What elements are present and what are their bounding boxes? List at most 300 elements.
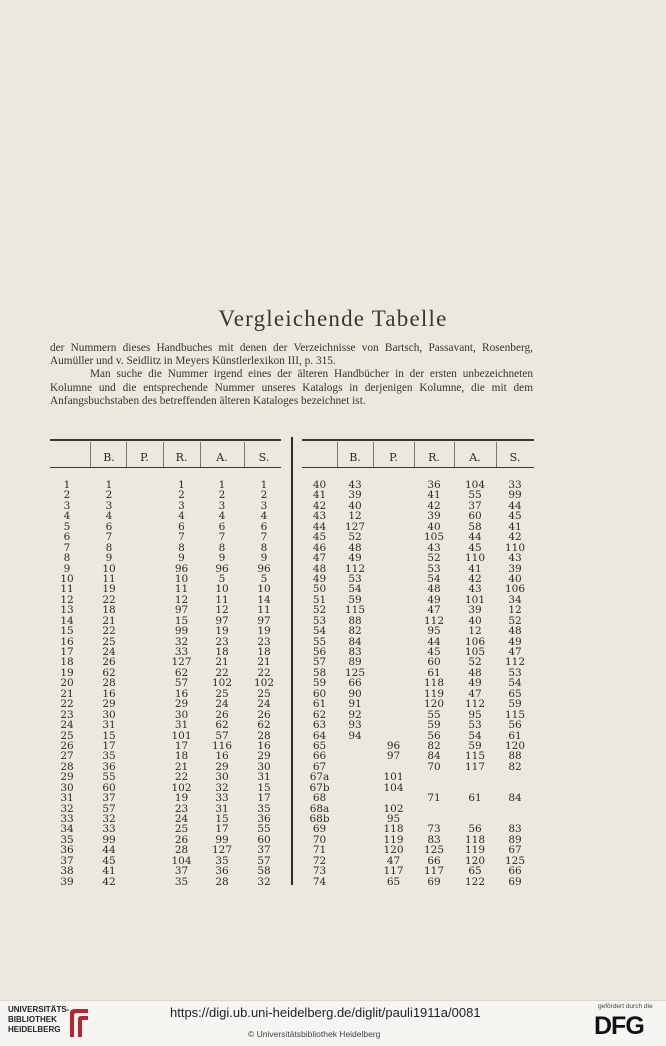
table-cell: 19	[215, 625, 229, 638]
table-cell: 21	[215, 656, 229, 669]
table-cell: 8	[260, 541, 268, 554]
table-cell: 35	[60, 833, 74, 846]
table-cell	[126, 824, 163, 834]
table-cell: 10	[174, 572, 189, 585]
table-cell: 67a	[309, 771, 330, 784]
table-cell: 37	[102, 792, 116, 805]
table-cell: 33	[215, 792, 229, 805]
table-cell: 13	[60, 604, 74, 617]
left-column-b	[90, 480, 128, 887]
table-cell	[373, 574, 414, 584]
right-header-a: A.	[469, 451, 481, 464]
table-cell: 66	[508, 865, 522, 878]
table-cell: 2	[105, 489, 113, 502]
table-cell	[126, 584, 163, 594]
table-cell: 115	[344, 604, 366, 617]
table-cell: 57	[257, 854, 271, 867]
right-header-separator	[373, 442, 374, 467]
table-cell: 41	[102, 865, 116, 878]
table-cell	[496, 772, 534, 782]
table-cell: 57	[215, 729, 229, 742]
funding-note: gefördert durch die	[598, 1003, 653, 1010]
table-cell	[126, 543, 163, 553]
left-header-p: P.	[140, 451, 149, 464]
table-cell: 44	[468, 531, 482, 544]
table-cell: 115	[504, 708, 526, 721]
table-cell: 66	[312, 750, 327, 763]
table-cell: 41	[508, 520, 522, 533]
table-cell: 21	[60, 687, 74, 700]
table-cell	[337, 793, 373, 803]
table-cell: 41	[312, 489, 327, 502]
table-cell: 30	[102, 708, 116, 721]
table-cell: 29	[60, 771, 74, 784]
table-cell: 6	[260, 520, 268, 533]
table-cell: 49	[468, 677, 482, 690]
left-column-p	[126, 480, 163, 887]
table-cell: 32	[60, 802, 74, 815]
table-cell: 12	[60, 593, 74, 606]
table-cell: 110	[504, 541, 526, 554]
table-cell: 6	[178, 520, 185, 533]
table-cell: 28	[215, 875, 229, 888]
table-cell: 36	[427, 479, 441, 491]
table-cell	[337, 824, 373, 834]
table-cell: 4	[218, 510, 226, 523]
table-cell: 4	[63, 510, 71, 523]
table-cell	[126, 647, 163, 657]
table-cell: 73	[427, 823, 441, 836]
table-cell: 1	[178, 479, 185, 491]
page-url-link[interactable]: https://digi.ub.uni-heidelberg.de/diglit/pauli1911a/0081	[170, 1005, 481, 1020]
table-cell: 31	[174, 719, 189, 732]
table-cell: 15	[60, 625, 74, 638]
table-cell	[337, 772, 373, 782]
table-cell: 31	[257, 771, 271, 784]
table-cell	[373, 678, 414, 688]
table-cell: 24	[102, 646, 116, 658]
table-cell: 26	[257, 708, 271, 721]
table-cell: 11	[102, 572, 116, 585]
table-cell: 119	[423, 687, 445, 700]
intro-paragraph-1: der Nummern dieses Handbuches mit denen der Verzeichnisse von Bartsch, Passavant, Rosenberg, Aumüller und v. Seidlitz in Meyers Künstlerlexikon III, p. 315.	[50, 342, 533, 368]
table-cell: 11	[174, 583, 189, 596]
table-cell: 9	[105, 552, 113, 565]
table-cell: 34	[60, 823, 74, 836]
table-cell: 56	[468, 823, 482, 836]
table-cell: 8	[105, 541, 113, 554]
table-cell: 41	[468, 562, 482, 575]
table-cell: 1	[260, 479, 268, 491]
table-cell: 29	[102, 698, 116, 711]
table-cell: 10	[102, 562, 116, 575]
library-name-line-2: BIBLIOTHEK	[8, 1015, 57, 1024]
table-cell: 25	[215, 687, 229, 700]
table-cell: 24	[60, 719, 74, 732]
table-cell: 73	[312, 865, 327, 878]
table-cell: 125	[423, 844, 445, 857]
table-cell: 4	[105, 510, 113, 523]
table-cell: 37	[174, 865, 189, 878]
table-cell	[126, 511, 163, 521]
table-cell	[337, 762, 373, 772]
table-cell: 17	[60, 646, 74, 658]
table-cell: 10	[60, 572, 74, 585]
left-table-header-rule	[50, 467, 281, 468]
table-cell: 10	[215, 583, 229, 596]
right-column-a	[454, 480, 496, 887]
table-cell: 66	[427, 854, 441, 867]
table-cell: 45	[102, 854, 116, 867]
table-cell: 47	[312, 552, 327, 565]
table-cell	[126, 595, 163, 605]
table-cell: 39	[427, 510, 441, 523]
table-cell: 104	[464, 479, 486, 491]
table-cell: 96	[386, 739, 401, 752]
table-cell: 127	[344, 520, 366, 533]
table-cell: 89	[508, 833, 522, 846]
library-logo-text[interactable]	[8, 1005, 69, 1035]
table-cell: 112	[344, 562, 366, 575]
table-cell: 30	[257, 760, 271, 773]
table-cell: 28	[102, 677, 116, 690]
table-cell: 54	[312, 625, 327, 638]
table-cell: 9	[178, 552, 185, 565]
table-cell: 60	[257, 833, 271, 846]
table-cell	[496, 804, 534, 814]
left-header-separator	[90, 442, 91, 467]
table-cell: 3	[178, 499, 185, 512]
table-cell: 22	[215, 666, 229, 679]
table-cell: 43	[508, 552, 522, 565]
table-cell: 12	[348, 510, 362, 523]
left-header-b: B.	[103, 451, 115, 464]
table-cell	[126, 678, 163, 688]
table-cell: 12	[508, 604, 522, 617]
table-cell: 48	[468, 666, 482, 679]
table-cell: 110	[464, 552, 486, 565]
table-cell: 58	[468, 520, 482, 533]
table-cell: 44	[427, 635, 441, 648]
table-cell	[337, 741, 373, 751]
table-cell: 49	[427, 593, 441, 606]
table-cell	[373, 793, 414, 803]
table-cell: 20	[60, 677, 74, 690]
table-cell	[373, 511, 414, 521]
table-cell: 60	[468, 510, 482, 523]
table-cell: 30	[215, 771, 229, 784]
table-cell: 11	[257, 604, 271, 617]
table-cell: 33	[508, 479, 522, 491]
table-cell: 63	[312, 719, 327, 732]
table-cell: 5	[218, 572, 226, 585]
table-cell: 84	[348, 635, 362, 648]
table-cell: 69	[312, 823, 327, 836]
table-cell	[126, 689, 163, 699]
table-cell: 48	[312, 562, 327, 575]
table-cell: 30	[60, 781, 74, 794]
table-cell: 38	[60, 865, 74, 878]
table-cell: 99	[215, 833, 229, 846]
table-cell: 36	[102, 760, 116, 773]
table-cell: 32	[257, 875, 271, 888]
table-cell: 35	[102, 750, 116, 763]
table-cell: 11	[215, 593, 229, 606]
table-cell	[126, 856, 163, 866]
table-cell	[337, 877, 373, 887]
table-cell: 120	[464, 854, 486, 867]
table-cell: 37	[60, 854, 74, 867]
table-cell: 71	[312, 844, 327, 857]
intro-text	[50, 342, 533, 408]
table-cell	[126, 783, 163, 793]
table-cell: 9	[260, 552, 268, 565]
table-cell: 36	[60, 844, 74, 857]
table-cell: 16	[215, 750, 229, 763]
table-cell: 15	[257, 781, 271, 794]
table-cell: 57	[174, 677, 189, 690]
table-cell: 29	[215, 760, 229, 773]
table-cell: 40	[468, 614, 482, 627]
table-cell	[126, 845, 163, 855]
table-cell: 12	[174, 593, 189, 606]
table-cell: 99	[508, 489, 522, 502]
table-cell	[126, 731, 163, 741]
table-cell: 1	[218, 479, 226, 491]
table-cell: 122	[464, 875, 486, 888]
table-cell: 3	[105, 499, 113, 512]
table-cell: 52	[508, 614, 522, 627]
right-column-r	[414, 480, 454, 887]
table-cell	[126, 553, 163, 563]
table-cell: 36	[215, 865, 229, 878]
table-cell: 55	[468, 489, 482, 502]
table-cell: 16	[102, 687, 116, 700]
table-cell: 62	[102, 666, 116, 679]
table-cell: 119	[383, 833, 404, 846]
table-cell: 40	[508, 572, 522, 585]
table-cell: 68b	[309, 813, 330, 825]
left-header-s: S.	[258, 451, 270, 464]
table-cell: 17	[215, 823, 229, 836]
table-cell: 101	[383, 771, 404, 784]
table-cell	[337, 856, 373, 866]
right-header-s: S.	[509, 451, 521, 464]
right-table-top-rule	[302, 439, 534, 441]
table-cell: 23	[60, 708, 74, 721]
table-cell	[126, 793, 163, 803]
library-name-line-3: HEIDELBERG	[8, 1025, 61, 1034]
table-cell: 106	[464, 635, 486, 648]
table-cell: 53	[468, 719, 482, 732]
table-cell: 96	[257, 562, 271, 575]
table-cell: 66	[348, 677, 362, 690]
table-cell: 32	[215, 781, 229, 794]
table-cell: 88	[348, 614, 362, 627]
table-cell: 4	[178, 510, 185, 523]
right-header-separator	[496, 442, 497, 467]
table-cell	[373, 501, 414, 511]
table-cell: 11	[60, 583, 74, 596]
library-logo-icon	[66, 1007, 92, 1039]
table-cell: 51	[312, 593, 327, 606]
table-cell: 82	[508, 760, 522, 773]
right-header-p: P.	[389, 451, 398, 464]
table-cell: 102	[171, 781, 192, 794]
table-cell	[126, 501, 163, 511]
left-column-s	[244, 480, 284, 887]
table-cell: 49	[348, 552, 362, 565]
table-cell: 116	[211, 739, 233, 752]
table-cell: 39	[60, 875, 74, 888]
table-cell: 44	[508, 499, 522, 512]
table-cell: 61	[427, 666, 441, 679]
table-cell	[126, 626, 163, 636]
table-cell: 95	[468, 708, 482, 721]
table-cell: 25	[102, 635, 116, 648]
table-cell: 23	[215, 635, 229, 648]
table-cell: 96	[174, 562, 189, 575]
table-cell: 39	[468, 604, 482, 617]
table-cell: 70	[427, 760, 441, 773]
table-cell: 16	[60, 635, 74, 648]
table-cell: 19	[174, 792, 189, 805]
table-cell: 83	[348, 646, 362, 658]
table-cell	[126, 657, 163, 667]
table-cell: 42	[468, 572, 482, 585]
table-cell: 52	[312, 604, 327, 617]
table-cell	[126, 804, 163, 814]
table-cell: 56	[312, 646, 327, 658]
table-cell	[373, 543, 414, 553]
table-cell	[126, 741, 163, 751]
table-cell: 47	[386, 854, 401, 867]
table-cell: 94	[348, 729, 362, 742]
table-cell: 18	[257, 646, 271, 658]
table-cell: 4	[260, 510, 268, 523]
table-cell: 58	[257, 865, 271, 878]
table-cell: 105	[423, 531, 445, 544]
table-cell	[126, 480, 163, 490]
table-cell	[126, 710, 163, 720]
table-cell: 56	[508, 719, 522, 732]
right-header-b: B.	[349, 451, 361, 464]
table-cell: 82	[348, 625, 362, 638]
left-header-separator	[126, 442, 127, 467]
left-header-separator	[200, 442, 201, 467]
table-cell: 8	[63, 552, 71, 565]
table-cell	[337, 783, 373, 793]
table-cell: 101	[171, 729, 192, 742]
table-cell: 90	[348, 687, 362, 700]
table-cell: 2	[178, 489, 185, 502]
table-cell	[373, 532, 414, 542]
table-cell: 28	[60, 760, 74, 773]
table-cell: 3	[63, 499, 71, 512]
table-cell: 68	[312, 792, 327, 805]
table-cell: 47	[427, 604, 441, 617]
table-cell: 54	[348, 583, 362, 596]
table-cell: 125	[504, 854, 526, 867]
table-cell: 61	[468, 792, 482, 805]
table-cell	[337, 814, 373, 824]
table-cell: 97	[386, 750, 401, 763]
table-cell	[126, 762, 163, 772]
table-cell: 32	[174, 635, 189, 648]
table-cell: 12	[468, 625, 482, 638]
table-cell: 55	[427, 708, 441, 721]
table-cell: 102	[383, 802, 404, 815]
table-cell: 6	[218, 520, 226, 533]
table-cell: 54	[508, 677, 522, 690]
table-cell: 22	[102, 625, 116, 638]
table-cell: 18	[60, 656, 74, 669]
table-cell	[126, 605, 163, 615]
table-cell: 106	[504, 583, 526, 596]
table-cell: 43	[348, 479, 362, 491]
table-cell: 119	[464, 844, 486, 857]
table-cell: 40	[312, 479, 327, 491]
table-cell: 2	[218, 489, 226, 502]
left-column-number	[52, 480, 82, 887]
dfg-logo[interactable]: DFG	[594, 1012, 644, 1040]
table-cell: 44	[102, 844, 116, 857]
table-cell: 22	[60, 698, 74, 711]
table-cell: 48	[348, 541, 362, 554]
table-cell: 55	[102, 771, 116, 784]
table-cell	[373, 720, 414, 730]
table-cell: 88	[508, 750, 522, 763]
table-cell: 102	[211, 677, 233, 690]
table-cell: 74	[312, 875, 327, 888]
table-cell: 62	[312, 708, 327, 721]
table-cell: 83	[427, 833, 441, 846]
table-cell: 7	[178, 531, 185, 544]
table-cell: 62	[174, 666, 189, 679]
table-cell: 84	[508, 792, 522, 805]
table-cell: 40	[427, 520, 441, 533]
copyright-text: © Universitätsbibliothek Heidelberg	[248, 1029, 381, 1039]
table-cell: 59	[468, 739, 482, 752]
table-cell: 60	[312, 687, 327, 700]
table-cell: 53	[312, 614, 327, 627]
table-cell: 16	[257, 739, 271, 752]
table-cell: 117	[423, 865, 445, 878]
table-cell: 45	[468, 541, 482, 554]
table-cell: 35	[257, 802, 271, 815]
right-table-header-rule	[302, 467, 534, 468]
table-cell: 28	[174, 844, 189, 857]
table-cell	[126, 866, 163, 876]
right-header-separator	[414, 442, 415, 467]
table-cell: 27	[60, 750, 74, 763]
table-cell	[126, 751, 163, 761]
table-cell: 48	[508, 625, 522, 638]
table-cell: 6	[105, 520, 113, 533]
table-cell: 26	[174, 833, 189, 846]
left-header-r: R.	[175, 451, 188, 464]
table-cell: 47	[468, 687, 482, 700]
table-cell: 37	[257, 844, 271, 857]
table-cell: 26	[102, 656, 116, 669]
table-cell: 60	[102, 781, 116, 794]
table-cell: 61	[312, 698, 327, 711]
table-cell: 57	[102, 802, 116, 815]
table-cell: 96	[215, 562, 229, 575]
table-cell: 61	[508, 729, 522, 742]
table-cell: 3	[260, 499, 268, 512]
right-column-number	[302, 480, 337, 887]
